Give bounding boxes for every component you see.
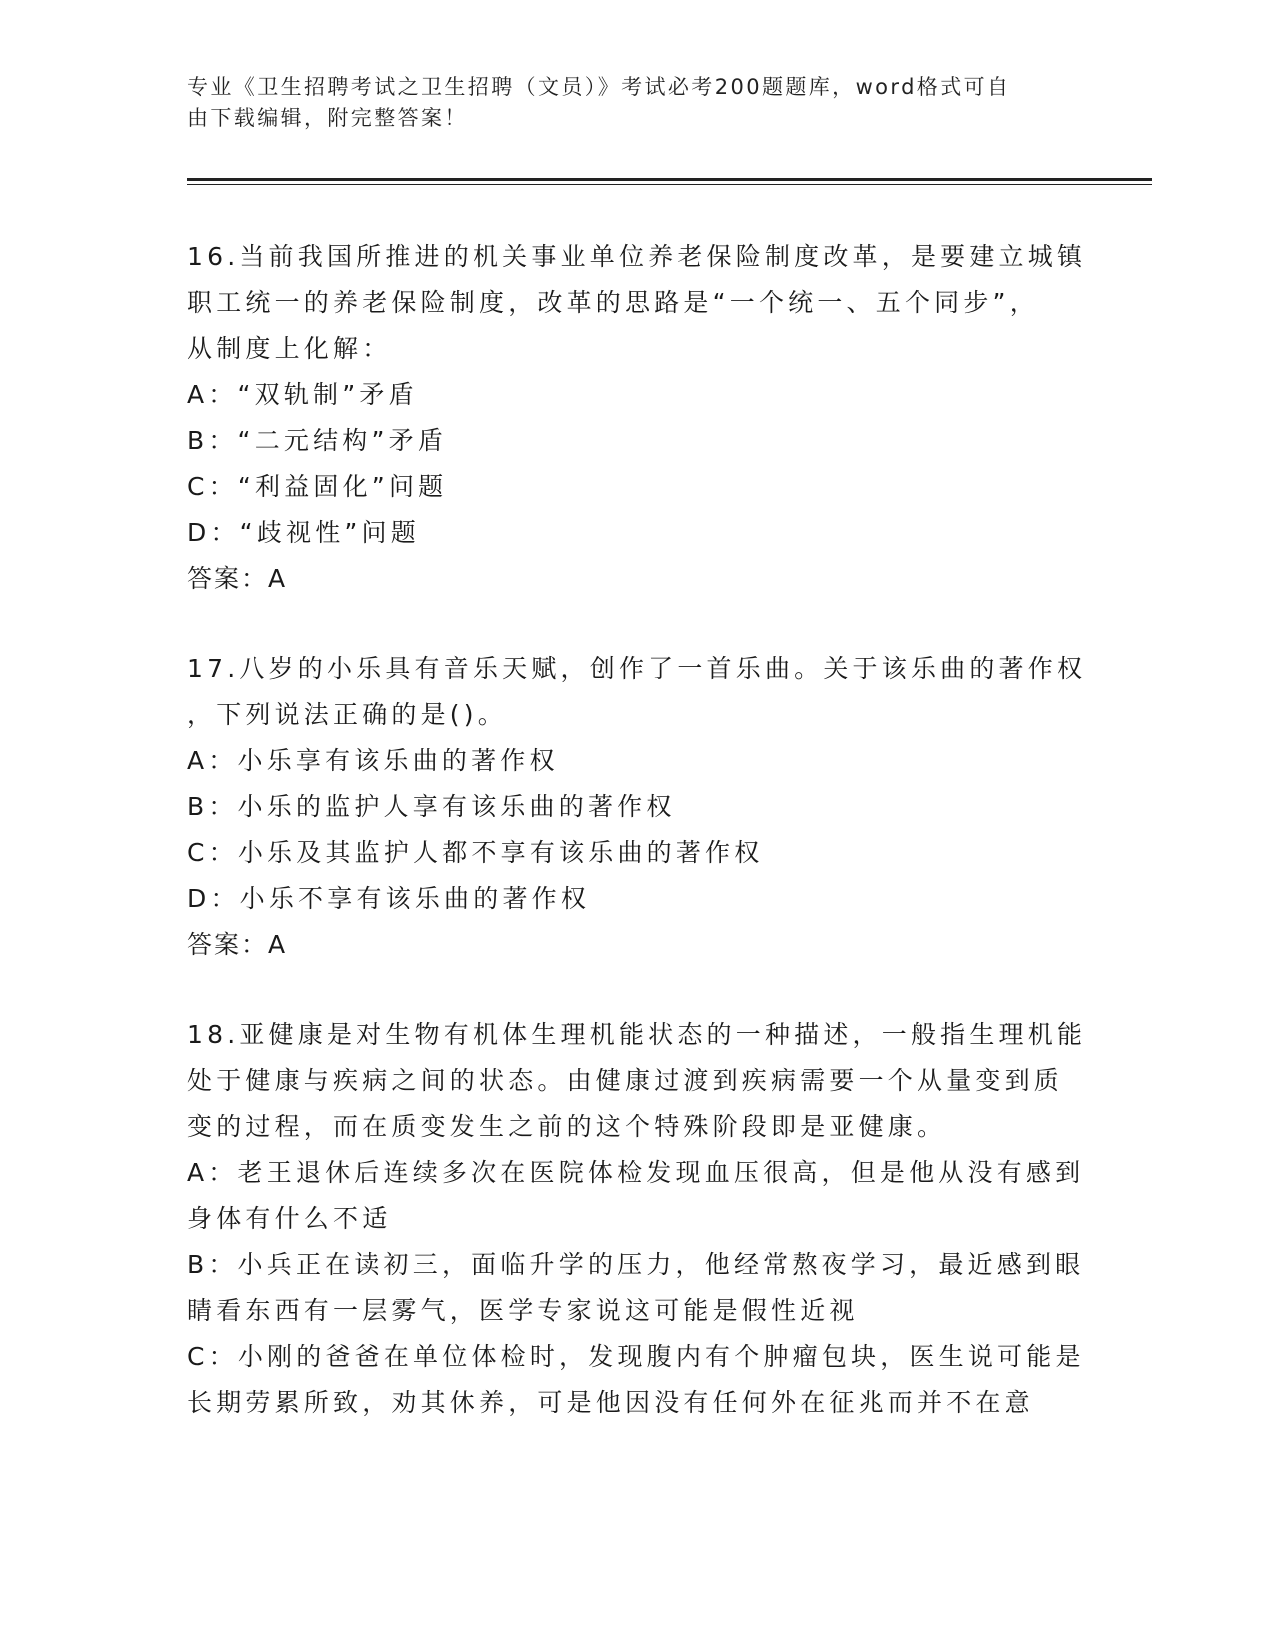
header-divider-thin <box>187 184 1152 185</box>
question-stem-line: 处于健康与疾病之间的状态。由健康过渡到疾病需要一个从量变到质 <box>187 1066 1064 1095</box>
header-line-2: 由下载编辑，附完整答案！ <box>187 106 468 130</box>
answer-option-line: 身体有什么不适 <box>187 1204 392 1233</box>
answer-option-line: A：小乐享有该乐曲的著作权 <box>187 746 559 775</box>
answer-option-line: B：小兵正在读初三，面临升学的压力，他经常熬夜学习，最近感到眼 <box>187 1250 1085 1279</box>
answer-option-line: D：小乐不享有该乐曲的著作权 <box>187 884 591 913</box>
answer-option-line: D：“歧视性”问题 <box>187 518 420 547</box>
question-stem-line: 18.亚健康是对生物有机体生理机能状态的一种描述，一般指生理机能 <box>187 1020 1087 1049</box>
header-line-1: 专业《卫生招聘考试之卫生招聘（文员）》考试必考200题题库，word格式可自 <box>187 75 1011 99</box>
question-item <box>187 1012 1087 1426</box>
answer-option-line: C：“利益固化”问题 <box>187 472 448 501</box>
answer-option-line: C：小刚的爸爸在单位体检时，发现腹内有个肿瘤包块，医生说可能是 <box>187 1342 1085 1371</box>
question-list <box>187 234 1087 1470</box>
header-divider-thick <box>187 178 1152 181</box>
answer-key: 答案：A <box>187 564 288 593</box>
answer-option-line: B：“二元结构”矛盾 <box>187 426 448 455</box>
answer-option-line: A：老王退休后连续多次在医院体检发现血压很高，但是他从没有感到 <box>187 1158 1085 1187</box>
answer-option-line: 长期劳累所致，劝其休养，可是他因没有任何外在征兆而并不在意 <box>187 1388 1034 1417</box>
document-header <box>187 72 1067 134</box>
question-stem-line: 变的过程，而在质变发生之前的这个特殊阶段即是亚健康。 <box>187 1112 947 1141</box>
question-stem-line: 职工统一的养老保险制度，改革的思路是“一个统一、五个同步”， <box>187 288 1039 317</box>
question-item <box>187 234 1087 602</box>
question-item <box>187 646 1087 968</box>
question-stem-line: 17.八岁的小乐具有音乐天赋，创作了一首乐曲。关于该乐曲的著作权 <box>187 654 1087 683</box>
answer-option-line: 睛看东西有一层雾气，医学专家说这可能是假性近视 <box>187 1296 859 1325</box>
question-stem-line: ，下列说法正确的是()。 <box>187 700 507 729</box>
question-stem-line: 16.当前我国所推进的机关事业单位养老保险制度改革，是要建立城镇 <box>187 242 1087 271</box>
question-stem-line: 从制度上化解： <box>187 334 392 363</box>
answer-option-line: C：小乐及其监护人都不享有该乐曲的著作权 <box>187 838 764 867</box>
answer-option-line: B：小乐的监护人享有该乐曲的著作权 <box>187 792 676 821</box>
answer-key: 答案：A <box>187 930 288 959</box>
answer-option-line: A：“双轨制”矛盾 <box>187 380 418 409</box>
